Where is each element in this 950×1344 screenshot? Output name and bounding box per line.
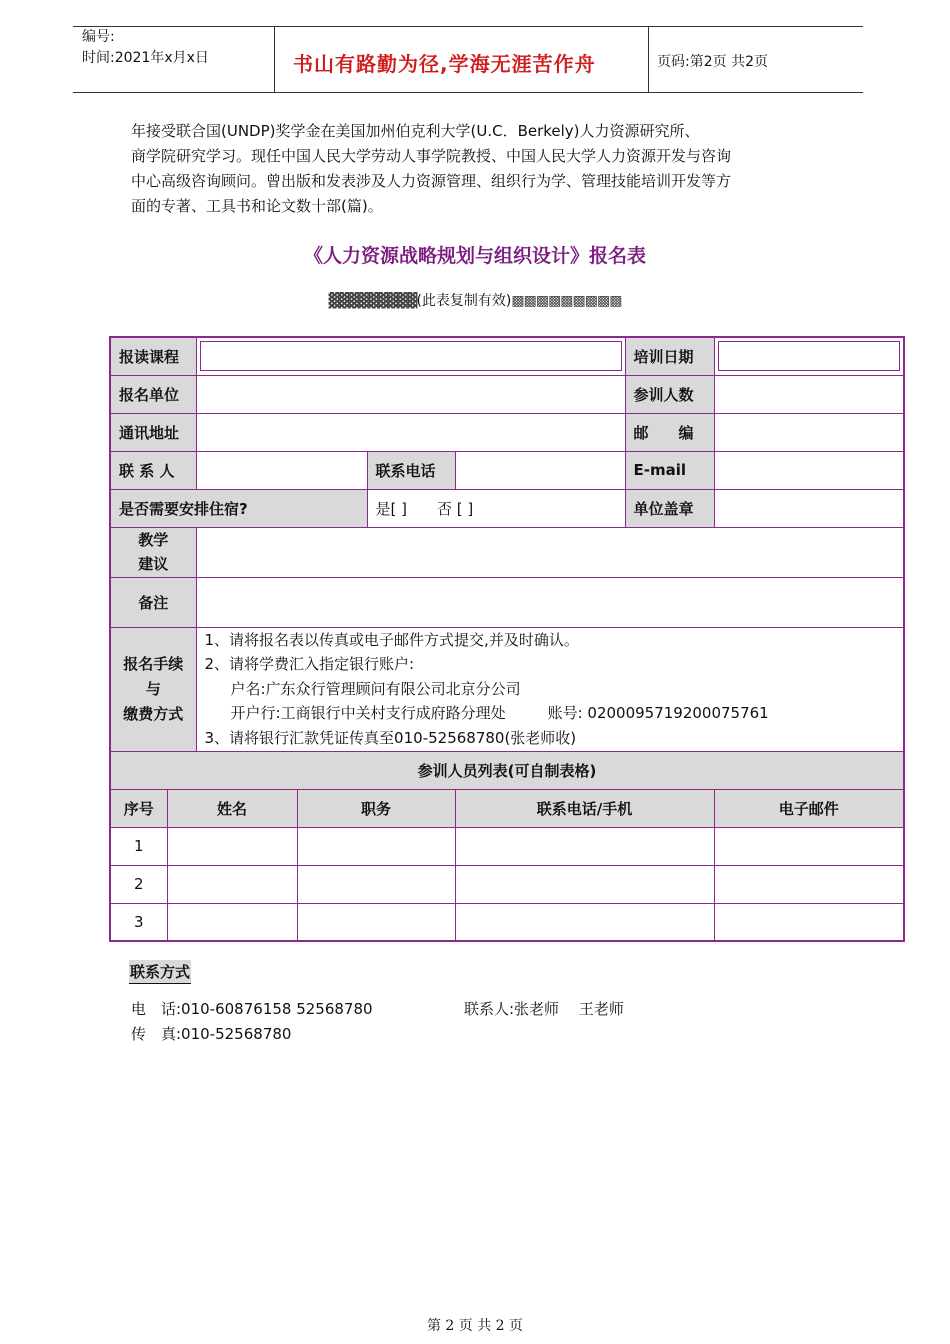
- row-number: 1: [110, 827, 167, 865]
- shade-left: ▓▓▓▓▓▓▓▓▓: [328, 293, 417, 309]
- remarks-field[interactable]: [196, 577, 904, 627]
- zip-label: 邮 编: [625, 413, 714, 451]
- address-label: 通讯地址: [110, 413, 196, 451]
- contact-heading: 联系方式: [129, 960, 191, 984]
- unit-field[interactable]: [196, 375, 625, 413]
- teaching-suggestion-field[interactable]: [196, 527, 904, 577]
- phone-cell[interactable]: [455, 903, 714, 941]
- contact-person-label: 联 系 人: [110, 451, 196, 489]
- course-field[interactable]: [196, 337, 625, 375]
- doc-time-label: 时间:2021年x月x日: [82, 50, 209, 66]
- header-top-rule: [73, 26, 863, 27]
- row-number: 2: [110, 865, 167, 903]
- intro-line: 面的专著、工具书和论文数十部(篇)。: [131, 197, 383, 215]
- procedure-line: 3、请将银行汇款凭证传真至010-52568780(张老师收): [204, 728, 577, 747]
- name-cell[interactable]: [167, 827, 297, 865]
- participants-title: 参训人员列表(可自制表格): [110, 751, 904, 789]
- bank-line: 开户行:工商银行中关村支行成府路分理处 账号: 0200095719200075761: [230, 704, 769, 723]
- form-subtitle: [0, 290, 950, 310]
- intro-line: 商学院研究学习。现任中国人民大学劳动人事学院教授、中国人民大学人力资源开发与咨询: [131, 147, 732, 165]
- count-field[interactable]: [714, 375, 904, 413]
- email-field[interactable]: [714, 451, 904, 489]
- email-label: E-mail: [625, 451, 714, 489]
- address-field[interactable]: [196, 413, 625, 451]
- contact-fax: 传 真:010-52568780: [131, 1025, 292, 1043]
- name-cell[interactable]: [167, 865, 297, 903]
- intro-line: 年接受联合国(UNDP)奖学金在美国加州伯克利大学(U.C．Berkely)人力资源研究所、: [131, 122, 700, 140]
- date-label: 培训日期: [625, 337, 714, 375]
- form-title: 《人力资源战略规划与组织设计》报名表: [303, 245, 646, 267]
- title-cell[interactable]: [297, 827, 455, 865]
- contact-phone: 电 话:010-60876158 52568780: [131, 1000, 373, 1018]
- phone-label: 联系电话: [367, 451, 455, 489]
- col-header-no: 序号: [110, 789, 167, 827]
- email-cell[interactable]: [714, 903, 904, 941]
- email-cell[interactable]: [714, 865, 904, 903]
- lodging-label: 是否需要安排住宿?: [110, 489, 367, 527]
- doc-number-label: 编号:: [82, 29, 115, 45]
- subtitle-text: (此表复制有效): [416, 293, 512, 309]
- col-header-title: 职务: [297, 789, 455, 827]
- table-row: [110, 827, 904, 865]
- header-motto: 书山有路勤为径,学海无涯苦作舟: [293, 52, 596, 76]
- table-row: [110, 903, 904, 941]
- registration-form: [109, 336, 905, 942]
- email-cell[interactable]: [714, 827, 904, 865]
- phone-cell[interactable]: [455, 865, 714, 903]
- intro-paragraph: [131, 119, 731, 219]
- date-field[interactable]: [714, 337, 904, 375]
- header-divider-right: [648, 26, 649, 92]
- col-header-name: 姓名: [167, 789, 297, 827]
- teaching-suggestion-label: 教学 建议: [110, 527, 196, 577]
- page-footer: 第 2 页 共 2 页: [426, 1318, 524, 1334]
- title-cell[interactable]: [297, 865, 455, 903]
- contact-person: 联系人:张老师 王老师: [464, 1000, 624, 1018]
- title-cell[interactable]: [297, 903, 455, 941]
- course-label: 报读课程: [110, 337, 196, 375]
- col-header-email: 电子邮件: [714, 789, 904, 827]
- table-row: [110, 865, 904, 903]
- shade-right: ▩▩▩▩▩▩▩▩▩: [511, 293, 622, 309]
- name-cell[interactable]: [167, 903, 297, 941]
- phone-field[interactable]: [455, 451, 625, 489]
- procedure-label: 报名手续 与 缴费方式: [110, 627, 196, 751]
- zip-field[interactable]: [714, 413, 904, 451]
- remarks-label: 备注: [110, 577, 196, 627]
- page-info: 页码:第2页 共2页: [657, 54, 768, 70]
- lodging-options[interactable]: 是[ ] 否 [ ]: [367, 489, 625, 527]
- account-name: 户名:广东众行管理顾问有限公司北京分公司: [230, 679, 521, 698]
- row-number: 3: [110, 903, 167, 941]
- procedure-line: 1、请将报名表以传真或电子邮件方式提交,并及时确认。: [204, 630, 579, 649]
- procedure-line: 2、请将学费汇入指定银行账户:: [204, 655, 415, 674]
- phone-cell[interactable]: [455, 827, 714, 865]
- col-header-phone: 联系电话/手机: [455, 789, 714, 827]
- header-divider-left: [274, 26, 275, 92]
- intro-line: 中心高级咨询顾问。曾出版和发表涉及人力资源管理、组织行为学、管理技能培训开发等方: [131, 172, 732, 190]
- seal-field[interactable]: [714, 489, 904, 527]
- unit-label: 报名单位: [110, 375, 196, 413]
- count-label: 参训人数: [625, 375, 714, 413]
- header-bottom-rule: [73, 92, 863, 93]
- procedure-text: [196, 627, 904, 751]
- contact-person-field[interactable]: [196, 451, 367, 489]
- seal-label: 单位盖章: [625, 489, 714, 527]
